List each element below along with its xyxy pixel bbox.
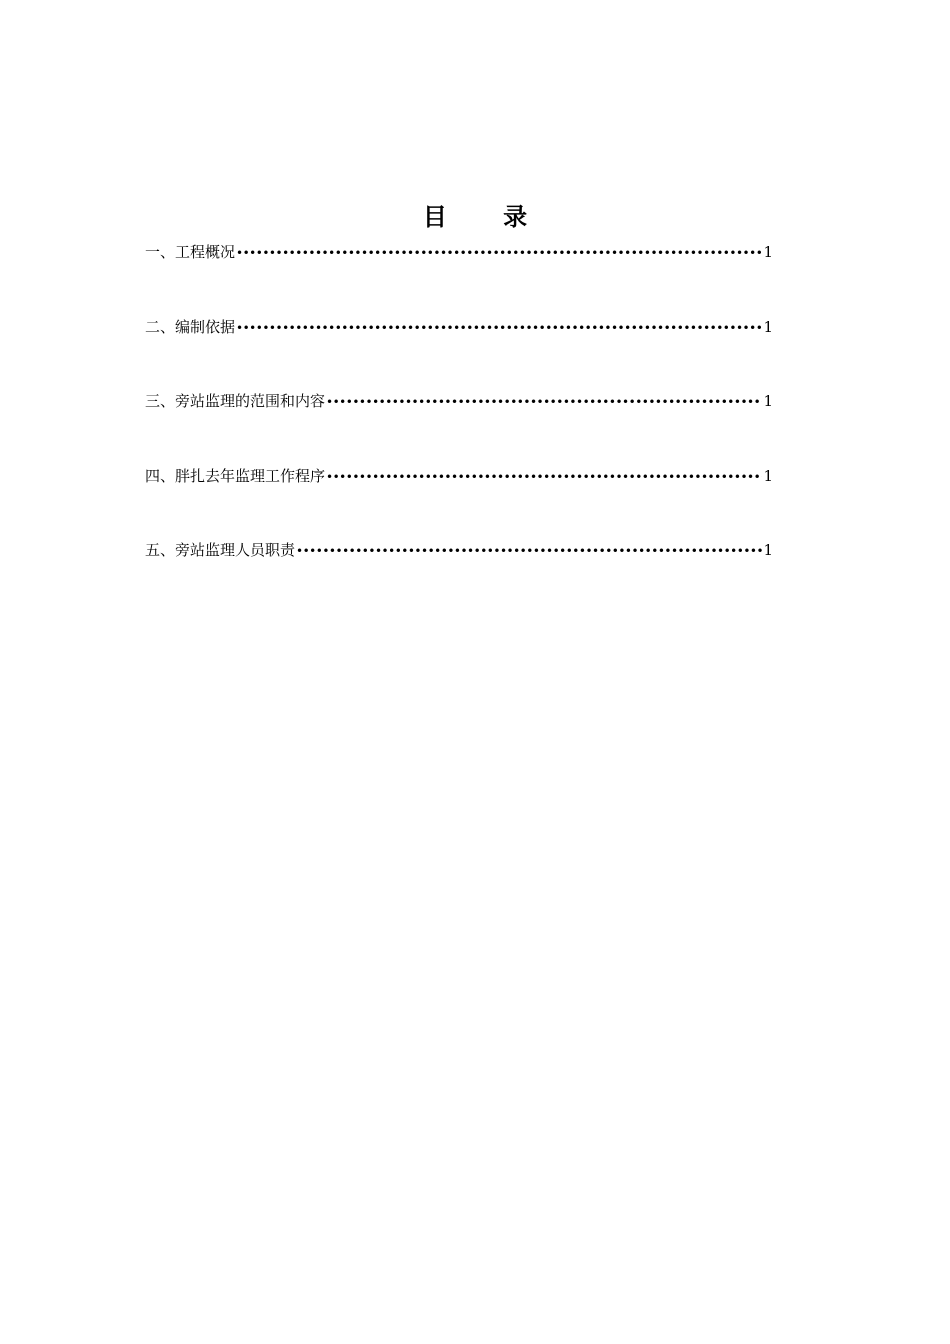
toc-entry[interactable]	[145, 389, 773, 413]
toc-dot-leader	[236, 241, 762, 265]
toc-entry-page-number: 1	[763, 392, 773, 410]
toc-dot-leader	[296, 539, 762, 563]
toc-entry-label: 五、旁站监理人员职责	[145, 541, 296, 559]
toc-entry[interactable]	[145, 240, 773, 264]
toc-entry-page-number: 1	[763, 317, 773, 336]
toc-dot-leader	[326, 465, 762, 489]
toc-entry-label: 一、工程概况	[145, 243, 236, 261]
toc-entry-page-number: 1	[763, 466, 773, 485]
toc-dot-leader	[236, 316, 762, 340]
toc-dot-leader	[326, 390, 762, 414]
toc-entry-page-number: 1	[763, 243, 773, 261]
toc-entry[interactable]	[145, 538, 773, 562]
toc-entry[interactable]	[145, 315, 773, 339]
toc-list	[145, 240, 773, 613]
toc-entry[interactable]	[145, 464, 773, 488]
toc-entry-label: 四、胖扎去年监理工作程序	[145, 466, 326, 485]
toc-entry-page-number: 1	[763, 541, 773, 559]
toc-entry-label: 三、旁站监理的范围和内容	[145, 392, 326, 410]
toc-title: 目 录	[422, 203, 552, 231]
toc-entry-label: 二、编制依据	[145, 317, 236, 336]
